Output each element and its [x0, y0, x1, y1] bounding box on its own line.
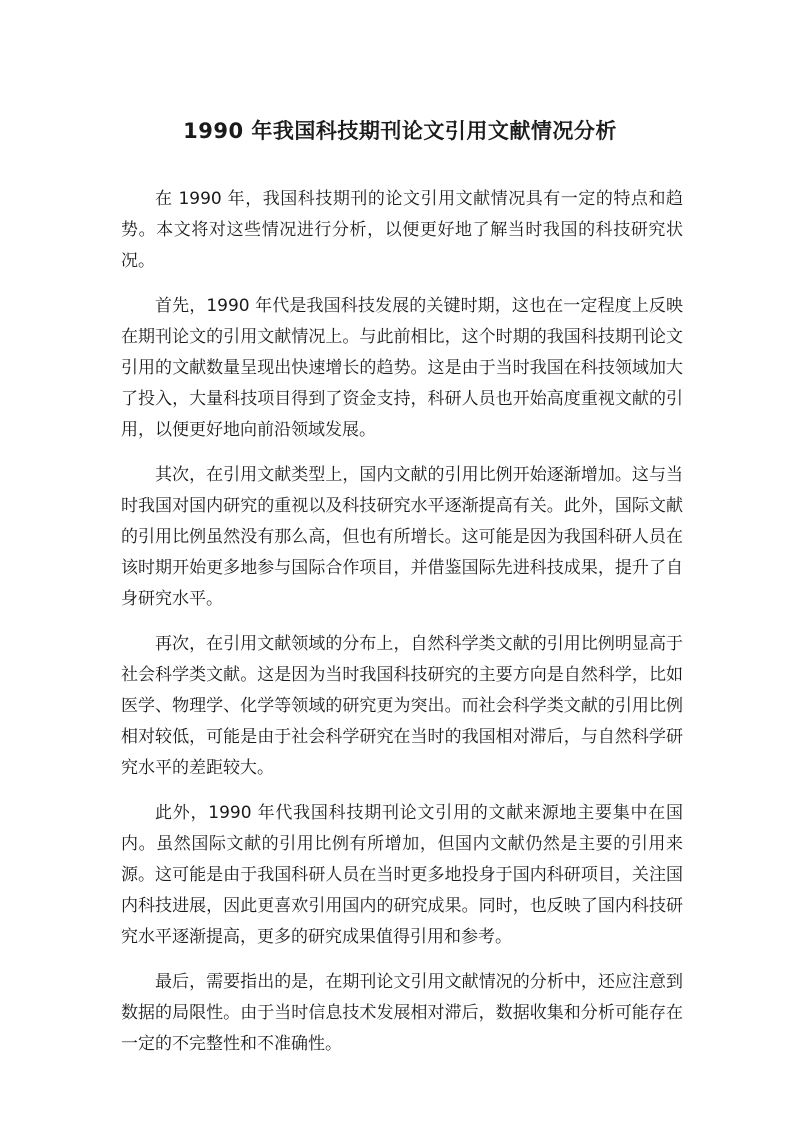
- document-body: [121, 184, 683, 1074]
- paragraph-final: 最后，需要指出的是，在期刊论文引用文献情况的分析中，还应注意到数据的局限性。由于当时信息技术发展相对滞后，数据收集和分析可能存在一定的不完整性和不准确性。: [121, 972, 683, 1054]
- paragraph-third: 再次，在引用文献领域的分布上，自然科学类文献的引用比例明显高于社会科学类文献。这是因为当时我国科技研究的主要方向是自然科学，比如医学、物理学、化学等领域的研究更为突出。而社会科学类文献的引用比例相对较低，可能是由于社会科学研究在当时的我国相对滞后，与自然科学研究水平的差距较大。: [121, 634, 683, 778]
- document-title: 1990 年我国科技期刊论文引用文献情况分析: [183, 119, 617, 143]
- paragraph-additional: 此外，1990 年代我国科技期刊论文引用的文献来源地主要集中在国内。虽然国际文献的引用比例有所增加，但国内文献仍然是主要的引用来源。这可能是由于我国科研人员在当时更多地投身于国内科研项目，关注国内科技进展，因此更喜欢引用国内的研究成果。同时，也反映了国内科技研究水平逐渐提高，更多的研究成果值得引用和参考。: [121, 803, 683, 947]
- paragraph-intro: 在 1990 年，我国科技期刊的论文引用文献情况具有一定的特点和趋势。本文将对这些情况进行分析，以便更好地了解当时我国的科技研究状况。: [121, 189, 683, 271]
- paragraph-second: 其次，在引用文献类型上，国内文献的引用比例开始逐渐增加。这与当时我国对国内研究的重视以及科技研究水平逐渐提高有关。此外，国际文献的引用比例虽然没有那么高，但也有所增长。这可能是因为我国科研人员在该时期开始更多地参与国际合作项目，并借鉴国际先进科技成果，提升了自身研究水平。: [121, 465, 683, 609]
- paragraph-first: 首先，1990 年代是我国科技发展的关键时期，这也在一定程度上反映在期刊论文的引用文献情况上。与此前相比，这个时期的我国科技期刊论文引用的文献数量呈现出快速增长的趋势。这是由于当时我国在科技领域加大了投入，大量科技项目得到了资金支持，科研人员也开始高度重视文献的引用，以便更好地向前沿领域发展。: [121, 296, 683, 440]
